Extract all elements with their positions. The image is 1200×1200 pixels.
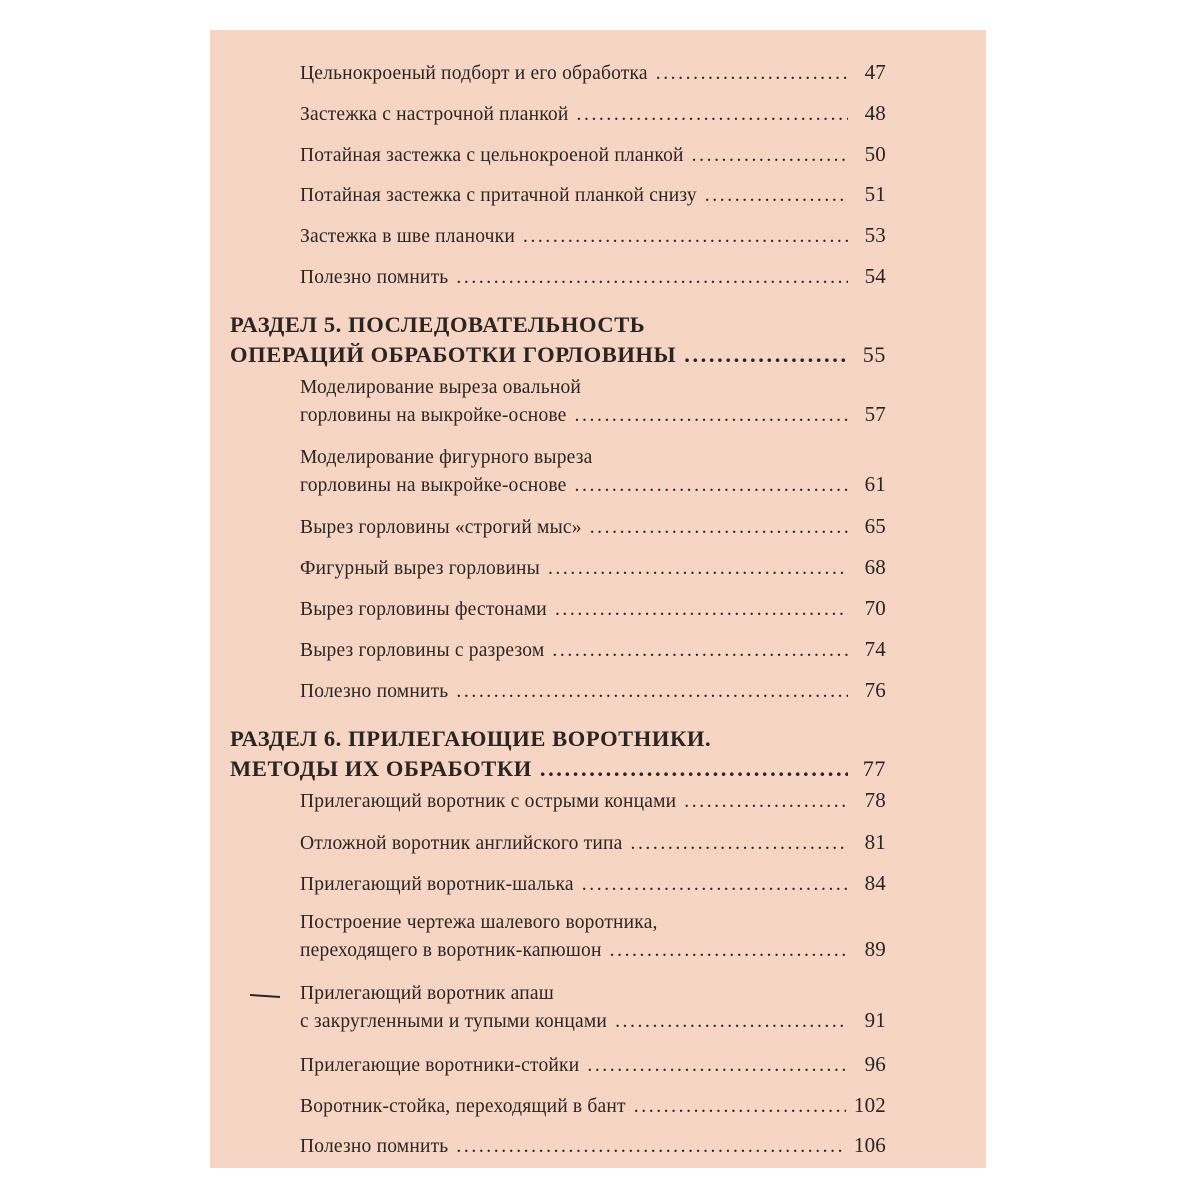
toc-entry-title: Полезно помнить (300, 1136, 449, 1157)
dot-leader (555, 597, 848, 623)
toc-entry-title: Прилегающий воротник с острыми концами (300, 791, 677, 812)
toc-entry (300, 595, 886, 623)
book-page (210, 30, 986, 1168)
section-heading-line: МЕТОДЫ ИХ ОБРАБОТКИ (230, 756, 532, 781)
section-heading-line: РАЗДЕЛ 5. ПОСЛЕДОВАТЕЛЬНОСТЬ (230, 312, 646, 337)
toc-entry-title: Полезно помнить (300, 681, 449, 702)
toc-entry (300, 910, 886, 964)
dot-leader (705, 183, 848, 209)
dot-leader (548, 556, 848, 582)
toc-entry (300, 677, 886, 705)
dot-leader (552, 638, 848, 664)
toc-entry (300, 554, 886, 582)
toc-entry-title: горловины на выкройке-основе (300, 405, 567, 426)
dot-leader (590, 515, 848, 541)
toc-page-number: 48 (864, 101, 886, 125)
toc-page-number: 51 (864, 182, 886, 206)
toc-entry-title: Застежка с настрочной планкой (300, 104, 569, 125)
toc-page-number: 77 (862, 756, 886, 781)
toc-page-number: 55 (862, 342, 886, 367)
dot-leader (575, 403, 848, 429)
dot-leader (540, 754, 848, 784)
toc-entry (300, 513, 886, 541)
dot-leader (456, 265, 848, 291)
dot-leader (582, 872, 848, 898)
toc-section-heading (230, 310, 886, 370)
toc-entry (300, 263, 886, 291)
dot-leader (615, 1009, 848, 1035)
toc-page-number: 91 (864, 1008, 886, 1032)
toc-entry-title: Прилегающий воротник апаш (300, 983, 554, 1004)
dot-leader (610, 938, 848, 964)
toc-page-number: 54 (864, 264, 886, 288)
toc-page-number: 70 (864, 596, 886, 620)
toc-entry (300, 1092, 886, 1120)
dot-leader (634, 1094, 846, 1120)
toc-entry-title: Вырез горловины «строгий мыс» (300, 517, 582, 538)
dot-leader (456, 1134, 845, 1160)
toc-entry-title: Потайная застежка с цельнокроеной планкой (300, 145, 684, 166)
dot-leader (577, 102, 849, 128)
dot-leader (684, 340, 848, 370)
toc-entry-title: горловины на выкройке-основе (300, 475, 567, 496)
toc-entry-title: Цельнокроеный подборт и его обработка (300, 63, 648, 84)
toc-page-number: 106 (853, 1133, 886, 1157)
toc-page-number: 102 (853, 1093, 886, 1117)
toc-entry-title: Моделирование фигурного выреза (300, 447, 593, 468)
toc-page-number: 50 (864, 142, 886, 166)
toc-entry-title: Застежка в шве планочки (300, 226, 515, 247)
toc-section-heading (230, 724, 886, 784)
toc-page-number: 57 (864, 402, 886, 426)
toc-entry (300, 636, 886, 664)
dot-leader (684, 789, 848, 815)
toc-entry (300, 59, 886, 87)
dot-leader (630, 831, 848, 857)
toc-entry-title: Вырез горловины фестонами (300, 599, 547, 620)
toc-page-number: 65 (864, 514, 886, 538)
toc-entry-title: Построение чертежа шалевого воротника, (300, 912, 658, 933)
toc-entry (300, 829, 886, 857)
dot-leader (692, 143, 848, 169)
toc-page-number: 76 (864, 678, 886, 702)
toc-entry (300, 100, 886, 128)
toc-entry (300, 1051, 886, 1079)
toc-entry-title: Прилегающие воротники-стойки (300, 1055, 580, 1076)
dash-mark (250, 994, 280, 998)
dot-leader (656, 61, 848, 87)
toc-entry (300, 222, 886, 250)
dot-leader (456, 679, 848, 705)
toc-page-number: 61 (864, 472, 886, 496)
toc-entry-title: Фигурный вырез горловины (300, 558, 540, 579)
toc-page-number: 81 (864, 830, 886, 854)
dot-leader (575, 473, 848, 499)
section-heading-line: РАЗДЕЛ 6. ПРИЛЕГАЮЩИЕ ВОРОТНИКИ. (230, 726, 712, 751)
toc-entry (300, 787, 886, 815)
dot-leader (523, 224, 848, 250)
toc-entry-title: Потайная застежка с притачной планкой снизу (300, 185, 697, 206)
toc-entry-title: с закругленными и тупыми концами (300, 1011, 608, 1032)
toc-page-number: 78 (864, 788, 886, 812)
toc-entry (300, 181, 886, 209)
toc-entry-title: Отложной воротник английского типа (300, 833, 623, 854)
toc-entry (300, 981, 886, 1035)
toc-page-number: 47 (864, 60, 886, 84)
dot-leader (587, 1053, 848, 1079)
section-heading-line: ОПЕРАЦИЙ ОБРАБОТКИ ГОРЛОВИНЫ (230, 342, 677, 367)
toc-page-number: 84 (864, 871, 886, 895)
toc-entry-title: Вырез горловины с разрезом (300, 640, 545, 661)
toc-entry-title: Полезно помнить (300, 267, 449, 288)
toc-page-number: 68 (864, 555, 886, 579)
toc-entry-title: Моделирование выреза овальной (300, 377, 582, 398)
toc-entry (300, 141, 886, 169)
toc-entry (300, 375, 886, 429)
toc-page-number: 74 (864, 637, 886, 661)
toc-entry (300, 870, 886, 898)
toc-entry-title: переходящего в воротник-капюшон (300, 940, 602, 961)
toc-page-number: 89 (864, 937, 886, 961)
toc-page-number: 53 (864, 223, 886, 247)
toc-entry (300, 445, 886, 499)
toc-entry-title: Прилегающий воротник-шалька (300, 874, 574, 895)
toc-entry-title: Воротник-стойка, переходящий в бант (300, 1096, 626, 1117)
toc-entry (300, 1132, 886, 1160)
toc-page-number: 96 (864, 1052, 886, 1076)
